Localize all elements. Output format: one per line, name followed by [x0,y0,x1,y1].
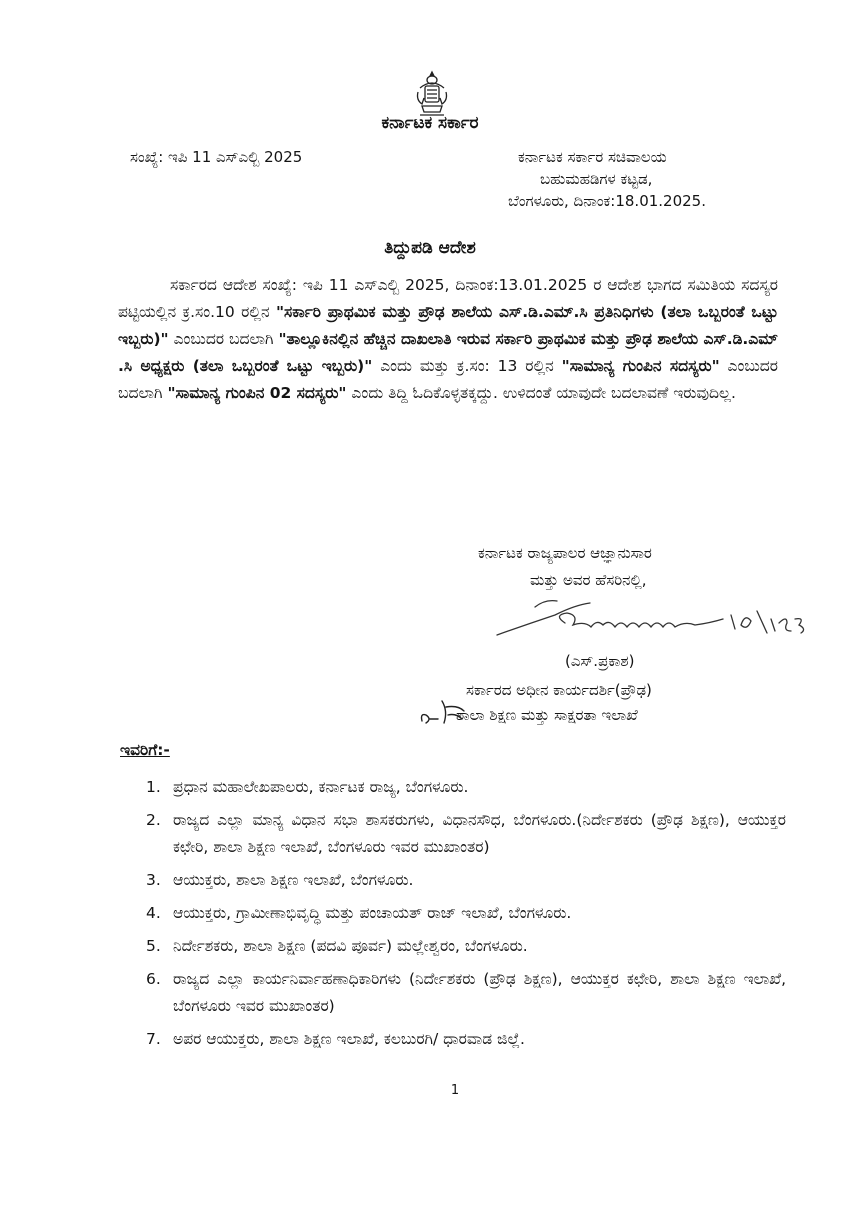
recipients-heading: ಇವರಿಗೆ:- [120,741,170,759]
body-text: ಸರ್ಕಾರದ ಆದೇಶ ಸಂಖ್ಯೆ: ಇಪಿ 11 ಎಸ್ಎಲ್ಬಿ 2025, ದಿನಾಂಕ:13.01.2025 ರ ಆದೇಶ ಭಾಗದ ಸಮಿತಿಯ ಸದಸ್ಯರ ಪಟ್ಟಿಯಲ್ಲಿನ ಕ್ರ.ಸಂ.10 ರಲ್ಲಿನ [118,276,778,321]
recipient-item [146,1026,786,1053]
authority-line-2: ಮತ್ತು ಅವರ ಹೆಸರಿನಲ್ಲಿ, [530,571,647,589]
authority-line-1: ಕರ್ನಾಟಕ ರಾಜ್ಯಪಾಲರ ಆಜ್ಞಾನುಸಾರ [478,544,652,562]
recipient-item [146,867,786,894]
signatory-name: (ಎಸ್.ಪ್ರಕಾಶ) [565,652,635,670]
recipient-item [146,966,786,1020]
body-text: ಎಂಬುದರ ಬದಲಾಗಿ [118,357,778,402]
body-bold-text: "ಸಾಮಾನ್ಯ ಗುಂಪಿನ ಸದಸ್ಯರು" [561,357,720,375]
recipient-text: ರಾಜ್ಯದ ಎಲ್ಲಾ ಮಾನ್ಯ ವಿಧಾನ ಸಭಾ ಶಾಸಕರುಗಳು, ವಿಧಾನಸೌಧ, ಬೆಂಗಳೂರು.(ನಿರ್ದೇಶಕರು (ಪ್ರೌಢ ಶಿಕ್ಷಣ), ಆಯುಕ್ತರ ಕಛೇರಿ, ಶಾಲಾ ಶಿಕ್ಷಣ ಇಲಾಖೆ, ಬೆಂಗಳೂರು ಇವರ ಮುಖಾಂತರ) [173,811,786,856]
recipient-item [146,900,786,927]
recipient-text: ರಾಜ್ಯದ ಎಲ್ಲಾ ಕಾರ್ಯನಿರ್ವಾಹಣಾಧಿಕಾರಿಗಳು (ನಿರ್ದೇಶಕರು (ಪ್ರೌಢ ಶಿಕ್ಷಣ), ಆಯುಕ್ತರ ಕಛೇರಿ, ಶಾಲಾ ಶಿಕ್ಷಣ ಇಲಾಖೆ, ಬೆಂಗಳೂರು ಇವರ ಮುಖಾಂತರ) [173,970,786,1015]
handwritten-signature [495,585,825,645]
recipient-number: 7. [146,1030,161,1048]
body-text: ಎಂದು ತಿದ್ದಿ ಓದಿಕೊಳ್ಳತಕ್ಕದ್ದು. ಉಳಿದಂತೆ ಯಾವುದೇ ಬದಲಾವಣೆ ಇರುವುದಿಲ್ಲ. [346,384,736,402]
recipient-item [146,933,786,960]
government-title: ಕರ್ನಾಟಕ ಸರ್ಕಾರ [381,113,479,133]
state-emblem-icon [412,70,452,118]
recipients-list [146,774,786,1059]
order-body [118,272,778,407]
address-line: ಕರ್ನಾಟಕ ಸರ್ಕಾರ ಸಚಿವಾಲಯ [518,148,667,166]
designation-department: ಶಾಲಾ ಶಿಕ್ಷಣ ಮತ್ತು ಸಾಕ್ಷರತಾ ಇಲಾಖೆ [456,706,638,724]
recipient-number: 4. [146,904,161,922]
recipient-text: ನಿರ್ದೇಶಕರು, ಶಾಲಾ ಶಿಕ್ಷಣ (ಪದವಿ ಪೂರ್ವ) ಮಲ್ಲೇಶ್ವರಂ, ಬೆಂಗಳೂರು. [173,937,528,955]
body-bold-text: "ಸಾಮಾನ್ಯ ಗುಂಪಿನ 02 ಸದಸ್ಯರು" [167,384,347,402]
office-address [508,146,776,212]
body-bold-text: "ಸರ್ಕಾರಿ ಪ್ರಾಥಮಿಕ ಮತ್ತು ಪ್ರೌಢ ಶಾಲೆಯ ಎಸ್.ಡಿ.ಎಮ್.ಸಿ ಪ್ರತಿನಿಧಿಗಳು (ತಲಾ ಒಬ್ಬರಂತೆ ಒಟ್ಟು ಇಬ್ಬರು)" [118,303,778,348]
order-number: ಸಂಖ್ಯೆ: ಇಪಿ 11 ಎಸ್ಎಲ್ಬಿ 2025 [130,148,303,166]
recipient-number: 3. [146,871,161,889]
recipient-number: 2. [146,811,161,829]
recipient-text: ಆಯುಕ್ತರು, ಶಾಲಾ ಶಿಕ್ಷಣ ಇಲಾಖೆ, ಬೆಂಗಳೂರು. [173,871,414,889]
recipient-text: ಆಯುಕ್ತರು, ಗ್ರಾಮೀಣಾಭಿವೃದ್ಧಿ ಮತ್ತು ಪಂಚಾಯತ್ ರಾಜ್ ಇಲಾಖೆ, ಬೆಂಗಳೂರು. [173,904,572,922]
signatory-designation [456,678,652,728]
designation-title: ಸರ್ಕಾರದ ಅಧೀನ ಕಾರ್ಯದರ್ಶಿ(ಪ್ರೌಢ) [466,681,652,699]
body-bold-text: "ತಾಲ್ಲೂಕಿನಲ್ಲಿನ ಹೆಚ್ಚಿನ ದಾಖಲಾತಿ ಇರುವ ಸರ್ಕಾರಿ ಪ್ರಾಥಮಿಕ ಮತ್ತು ಪ್ರೌಢ ಶಾಲೆಯ ಎಸ್.ಡಿ.ಎಮ್ .ಸಿ ಅಧ್ಯಕ್ಷರು (ತಲಾ ಒಬ್ಬರಂತೆ ಒಟ್ಟು ಇಬ್ಬರು)" [118,330,778,375]
address-line: ಬಹುಮಹಡಿಗಳ ಕಟ್ಟಡ, [540,170,653,188]
order-title: ತಿದ್ದುಪಡಿ ಆದೇಶ [384,238,476,258]
recipient-number: 1. [146,778,161,796]
body-text: ಎಂಬುದರ ಬದಲಾಗಿ [168,330,279,348]
recipient-text: ಪ್ರಧಾನ ಮಹಾಲೇಖಪಾಲರು, ಕರ್ನಾಟಕ ರಾಜ್ಯ, ಬೆಂಗಳೂರು. [173,778,469,796]
page-number: 1 [450,1083,460,1098]
recipient-item [146,774,786,801]
recipient-number: 5. [146,937,161,955]
body-text: ಎಂದು ಮತ್ತು ಕ್ರ.ಸಂ: 13 ರಲ್ಲಿನ [372,357,562,375]
recipient-item [146,807,786,861]
recipient-number: 6. [146,970,161,988]
recipient-text: ಅಪರ ಆಯುಕ್ತರು, ಶಾಲಾ ಶಿಕ್ಷಣ ಇಲಾಖೆ, ಕಲಬುರಗಿ/ ಧಾರವಾಡ ಜಿಲ್ಲೆ. [173,1030,525,1048]
address-line: ಬೆಂಗಳೂರು, ದಿನಾಂಕ:18.01.2025. [508,192,706,210]
